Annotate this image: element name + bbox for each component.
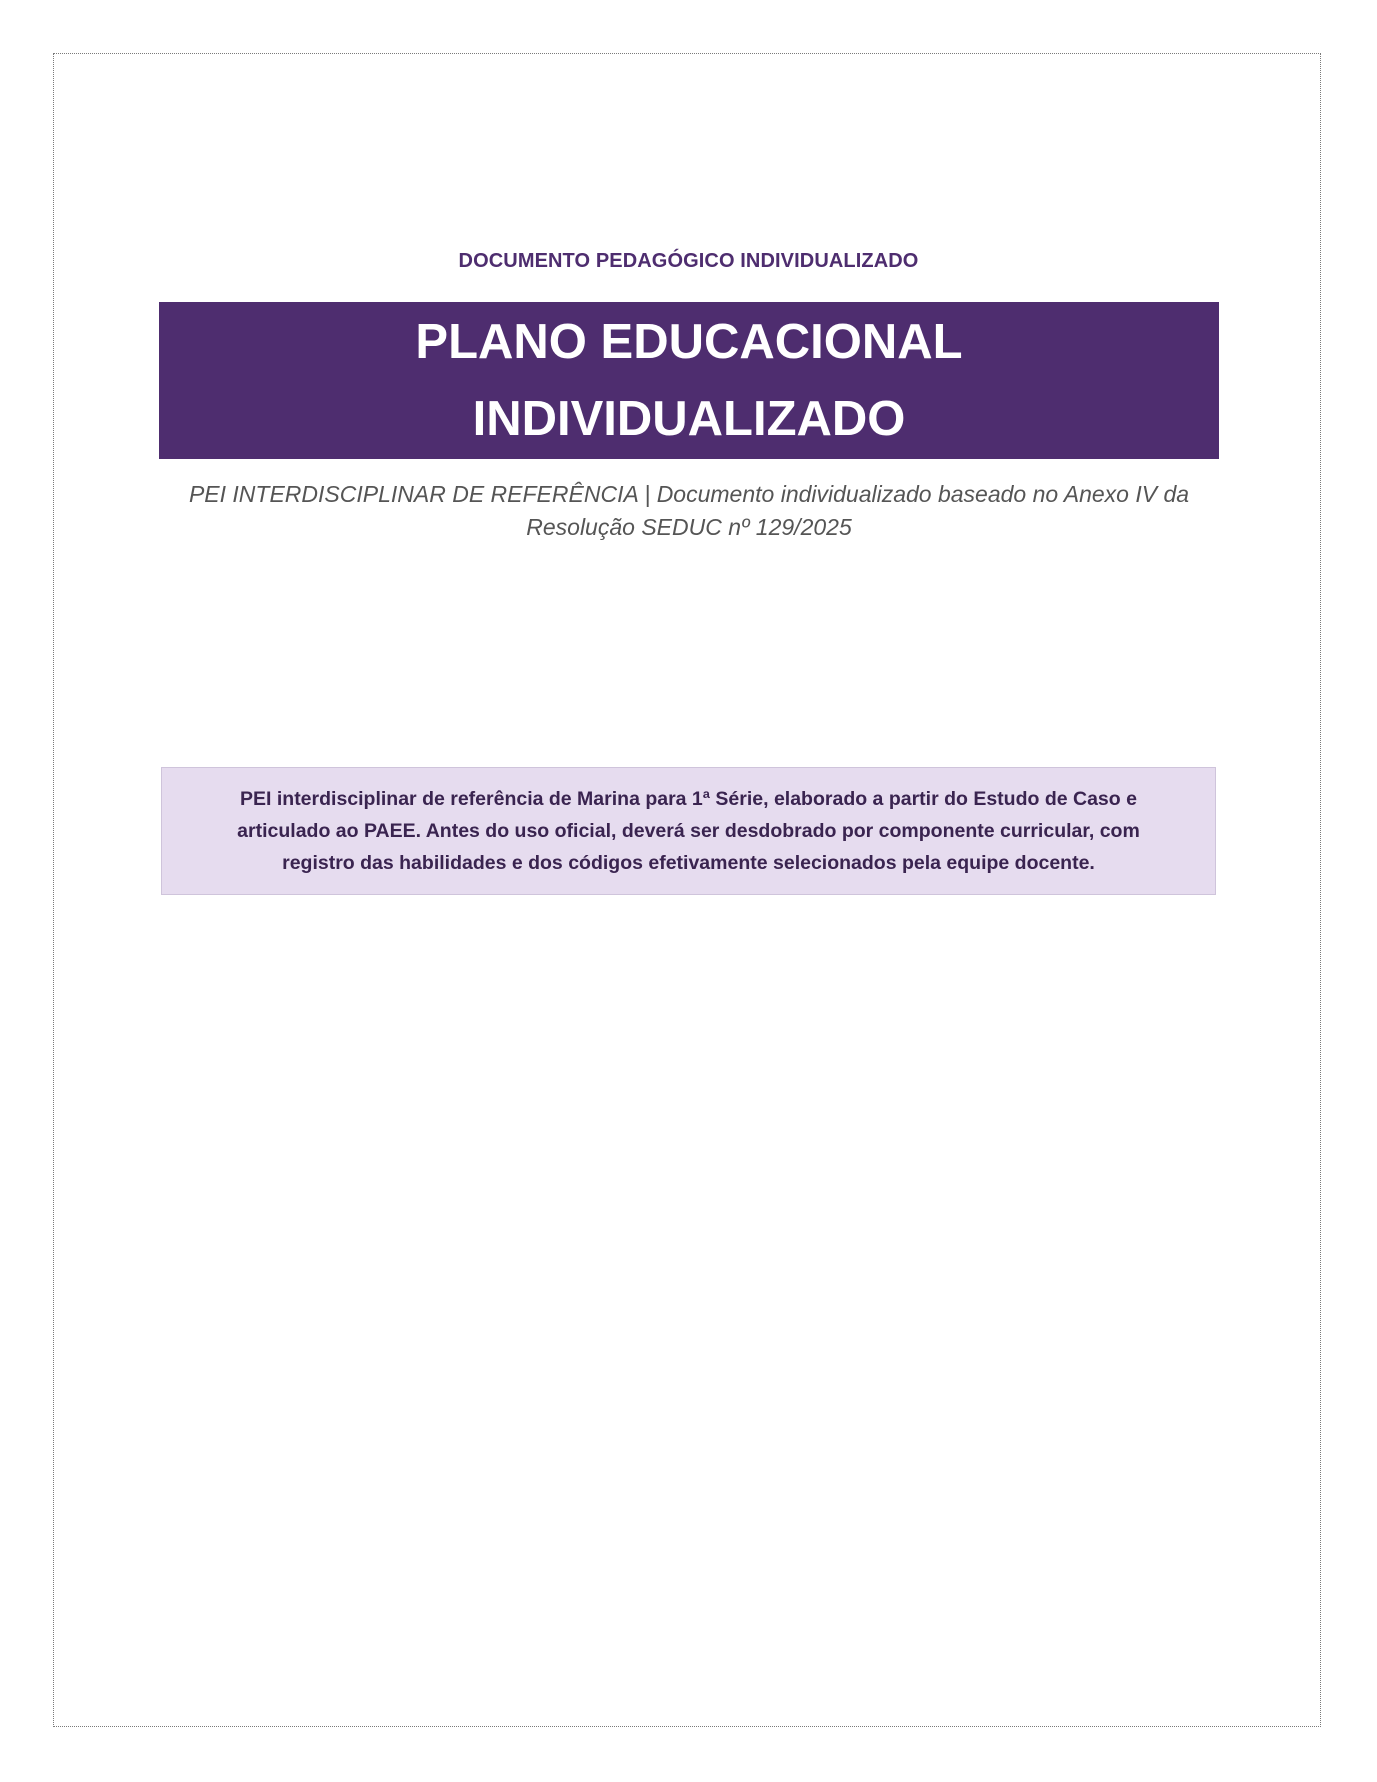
document-subtitle bbox=[159, 478, 1219, 544]
title-line-1: PLANO EDUCACIONAL bbox=[415, 314, 963, 369]
reference-note-text bbox=[237, 783, 1140, 879]
subtitle-line-1: PEI INTERDISCIPLINAR DE REFERÊNCIA | Documento individualizado baseado no Anexo IV da bbox=[188, 481, 1190, 507]
note-line-3: registro das habilidades e dos códigos efetivamente selecionados pela equipe docente. bbox=[282, 852, 1095, 874]
reference-note-box bbox=[161, 767, 1216, 895]
document-kicker: DOCUMENTO PEDAGÓGICO INDIVIDUALIZADO bbox=[458, 250, 919, 272]
note-line-1: PEI interdisciplinar de referência de Marina para 1ª Série, elaborado a partir do Estudo de Caso e bbox=[240, 788, 1137, 810]
title-banner bbox=[159, 302, 1219, 459]
subtitle-line-2: Resolução SEDUC nº 129/2025 bbox=[526, 514, 852, 540]
note-line-2: articulado ao PAEE. Antes do uso oficial, deverá ser desdobrado por componente curricular, com bbox=[237, 820, 1140, 842]
title-line-2: INDIVIDUALIZADO bbox=[472, 391, 906, 446]
